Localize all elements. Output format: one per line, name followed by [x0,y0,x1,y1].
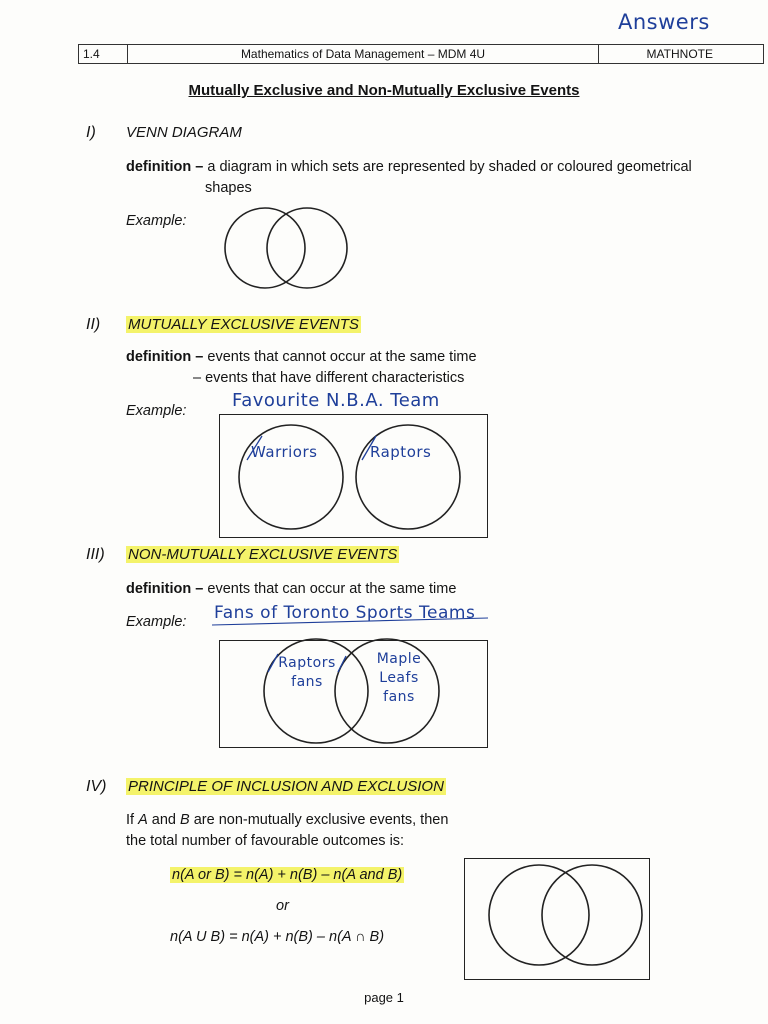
section-1-number: I) [86,124,96,141]
definition-label: definition – [126,159,204,175]
section-2-example-label: Example: [126,403,187,419]
handwritten-title-nba: Favourite N.B.A. Team [232,390,440,411]
formula-1-text: n(A or B) = n(A) + n(B) – n(A and B) [172,867,403,883]
page-title: Mutually Exclusive and Non-Mutually Exclusive Events [188,82,580,99]
text-segment: If [126,812,139,828]
section-1-example-label: Example: [126,213,187,229]
label-line: Maple [376,651,422,667]
label-line: Leafs [379,670,419,686]
section-1-title: VENN DIAGRAM [126,124,242,141]
set-label-raptors: Raptors [370,443,432,461]
formula-or: or [276,898,289,914]
section-3-number: III) [86,546,105,563]
section-2-title-text: MUTUALLY EXCLUSIVE EVENTS [128,316,359,333]
definition-text-line-2: – events that have different characteristics [193,370,465,386]
course-title: Mathematics of Data Management – MDM 4U [240,47,486,61]
section-4-title-text: PRINCIPLE OF INCLUSION AND EXCLUSION [128,778,444,795]
section-number: 1.4 [79,45,128,63]
text-segment-a: A [138,812,148,828]
label-line: Raptors [278,655,336,671]
section-3-example-label: Example: [126,614,187,630]
definition-text-line-1: events that can occur at the same time [207,581,457,597]
mathnote-label: MATHNOTE [598,45,763,63]
section-4-number: IV) [86,778,107,795]
definition-text-line-1: events that cannot occur at the same time [207,349,477,365]
venn-circle-b [542,865,642,965]
definition-text-line-2: shapes [205,180,252,196]
answers-note: Answers [618,10,710,34]
section-3-title-text: NON-MUTUALLY EXCLUSIVE EVENTS [128,546,398,563]
label-line: fans [291,674,323,690]
definition-text-line-1: a diagram in which sets are represented by shaded or coloured geometrical [207,159,692,175]
definition-label: definition – [126,581,204,597]
text-segment: are non-mutually exclusive events, then [189,812,449,828]
text-segment: and [147,812,181,828]
label-line: fans [383,689,415,705]
venn-circle-a [489,865,589,965]
formula-2: n(A U B) = n(A) + n(B) – n(A ∩ B) [170,929,385,945]
set-label-warriors: Warriors [251,443,318,461]
page-number: page 1 [364,990,404,1005]
inclusion-exclusion-text-line-2: the total number of favourable outcomes is: [126,833,405,849]
section-2-number: II) [86,316,101,333]
text-segment-b: B [180,812,190,828]
definition-label: definition – [126,349,204,365]
handwritten-title-toronto: Fans of Toronto Sports Teams [214,603,476,623]
